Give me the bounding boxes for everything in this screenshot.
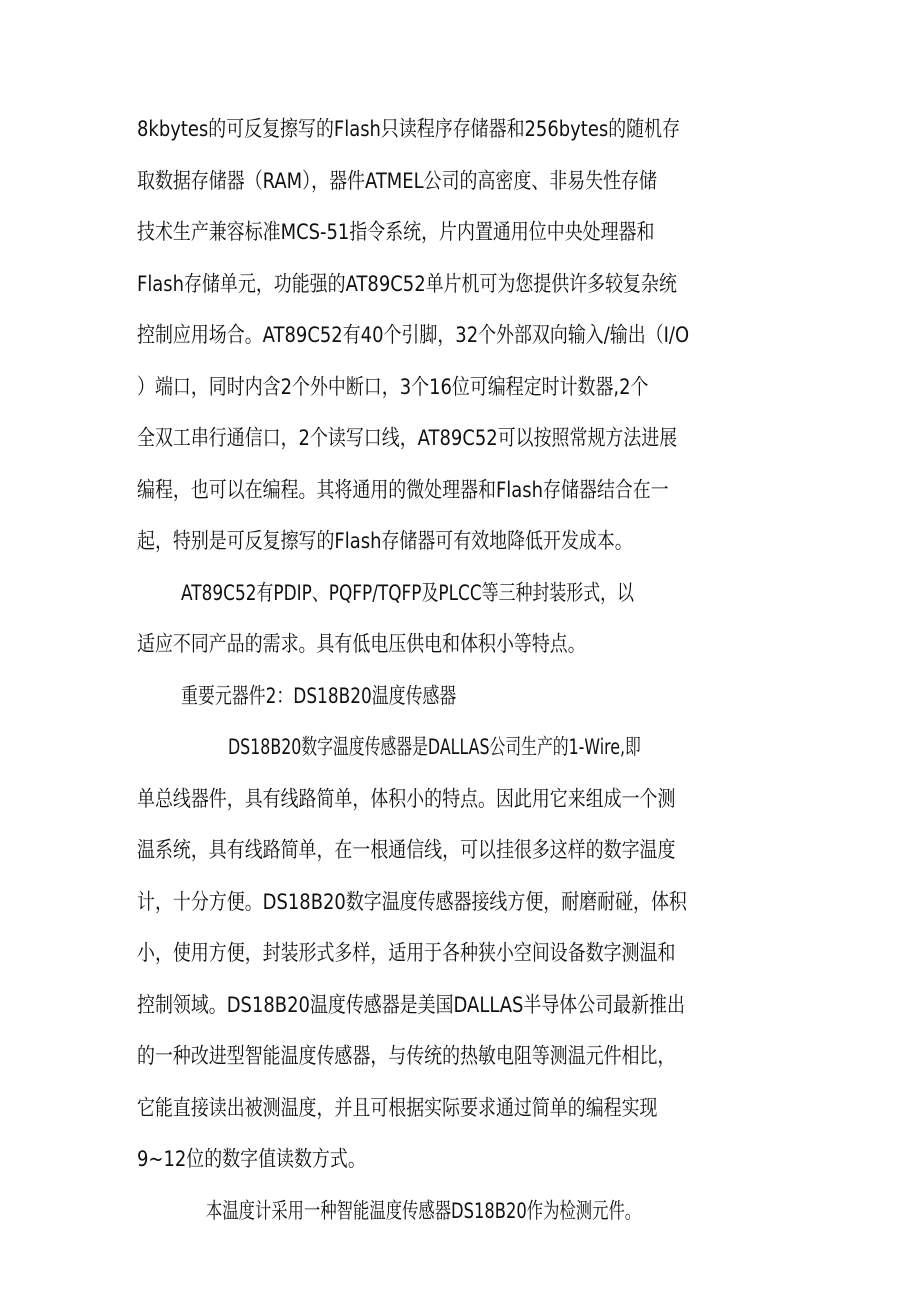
text-line: 它能直接读出被测温度，并且可根据实际要求通过简单的编程实现 (137, 1096, 658, 1121)
text-line: 9~12位的数字值读数方式。 (137, 1147, 366, 1172)
text-line: ）端口，同时内含2个外中断口，3个16位可编程定时计数器,2个 (137, 375, 649, 400)
text-line: AT89C52有PDIP、PQFP/TQFP及PLCC等三种封装形式，以 (181, 581, 634, 606)
text-line: 温系统，具有线路简单，在一根通信线，可以挂很多这样的数字温度 (137, 838, 676, 863)
text-line: DS18B20数字温度传感器是DALLAS公司生产的1-Wire,即 (228, 735, 641, 760)
text-line: 技术生产兼容标准MCS-51指令系统，片内置通用位中央处理器和 (137, 220, 655, 245)
text-line: 小，使用方便，封装形式多样，适用于各种狭小空间设备数字测温和 (137, 941, 676, 966)
text-line: 计，十分方便。DS18B20数字温度传感器接线方便，耐磨耐碰，体积 (137, 890, 687, 915)
text-line: 编程，也可以在编程。其将通用的微处理器和Flash存储器结合在一 (137, 478, 669, 503)
text-line: 单总线器件，具有线路简单，体积小的特点。因此用它来组成一个测 (137, 787, 676, 812)
text-line: 的一种改进型智能温度传感器，与传统的热敏电阻等测温元件相比， (137, 1044, 676, 1069)
text-line: 8kbytes的可反复擦写的Flash只读程序存储器和256bytes的随机存 (137, 117, 681, 142)
text-line: 全双工串行通信口，2个读写口线，AT89C52可以按照常规方法进展 (137, 426, 678, 451)
text-line: 适应不同产品的需求。具有低电压供电和体积小等特点。 (137, 632, 586, 657)
text-line: 控制应用场合。AT89C52有40个引脚，32个外部双向输入/输出（I/O (137, 323, 690, 348)
text-line: 本温度计采用一种智能温度传感器DS18B20作为检测元件。 (206, 1199, 642, 1224)
text-line: 起，特别是可反复擦写的Flash存储器可有效地降低开发成本。 (137, 529, 633, 554)
text-line: 控制领域。DS18B20温度传感器是美国DALLAS半导体公司最新推出 (137, 993, 685, 1018)
text-line: Flash存储单元，功能强的AT89C52单片机可为您提供许多较复杂统 (137, 272, 677, 297)
section-heading: 重要元器件2：DS18B20温度传感器 (181, 684, 457, 709)
text-line: 取数据存储器（RAM），器件ATMEL公司的高密度、非易失性存储 (137, 169, 657, 194)
